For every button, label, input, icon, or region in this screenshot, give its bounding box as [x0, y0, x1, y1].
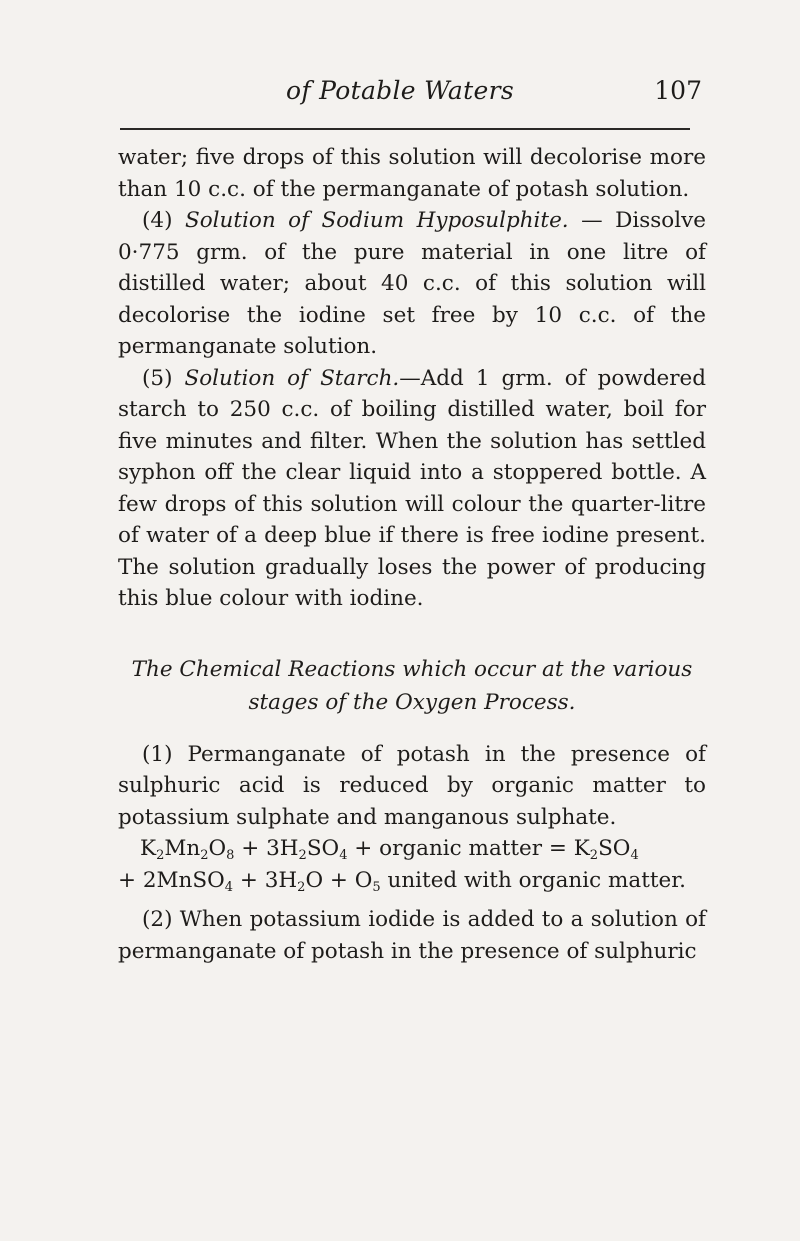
item-text: Dissolve 0·775 grm. of the pure material in one litre of distilled water; about 40 c.c. of this solution will decolorise the iodine set free by 10 c.c. of the permanganate solution.: [118, 208, 706, 359]
equation-line-1: $K_2Mn_2O_8 + 3H_2SO_4$ + organic matter = $K_2SO_4$: [140, 836, 639, 863]
page-number: 107: [654, 76, 702, 105]
paragraph-reaction-2: (2) When potassium iodide is added to a solution of permanganate of potash in the presence of sulphuric: [118, 907, 706, 964]
header-rule: [120, 128, 690, 130]
paragraph-continuation: water; five drops of this solution will decolorise more than 10 c.c. of the permanganate of potash solution.: [118, 145, 706, 202]
body-text: [118, 142, 706, 967]
equation-line-2: + 2MnSO$_4$ + $3H_2O + O_5$ united with organic matter.: [118, 867, 686, 895]
item-number: (4): [142, 208, 173, 233]
section-heading-line1: The Chemical Reactions which occur at the various: [131, 656, 693, 682]
page-header: [120, 74, 702, 114]
paragraph-hyposulphite: [118, 205, 706, 363]
item-dash: —: [399, 365, 421, 391]
paragraph-reaction-1: (1) Permanganate of potash in the presence of sulphuric acid is reduced by organic matter to potassium sulphate and manganous sulphate.: [118, 741, 706, 830]
paragraph-starch: [118, 363, 706, 615]
running-title: of Potable Waters: [286, 76, 514, 105]
section-heading: [118, 653, 706, 719]
item-title: Solution of Sodium Hyposulphite.: [184, 208, 569, 233]
item-title: Solution of Starch.: [184, 365, 400, 391]
item-text: Add 1 grm. of powdered starch to 250 c.c. of boiling distilled water, boil for five minutes and filter. When the solution has settled syphon off the clear liquid into a stoppered bottle. A few drops of this solution will colour the quarter-litre of water of a deep blue if there is free iodine present. The solution gradually loses the power of producing this blue colour with iodine.: [118, 365, 707, 611]
item-number: (5): [142, 365, 173, 391]
section-heading-line2: stages of the Oxygen Process.: [248, 689, 576, 715]
item-dash: —: [568, 208, 616, 233]
